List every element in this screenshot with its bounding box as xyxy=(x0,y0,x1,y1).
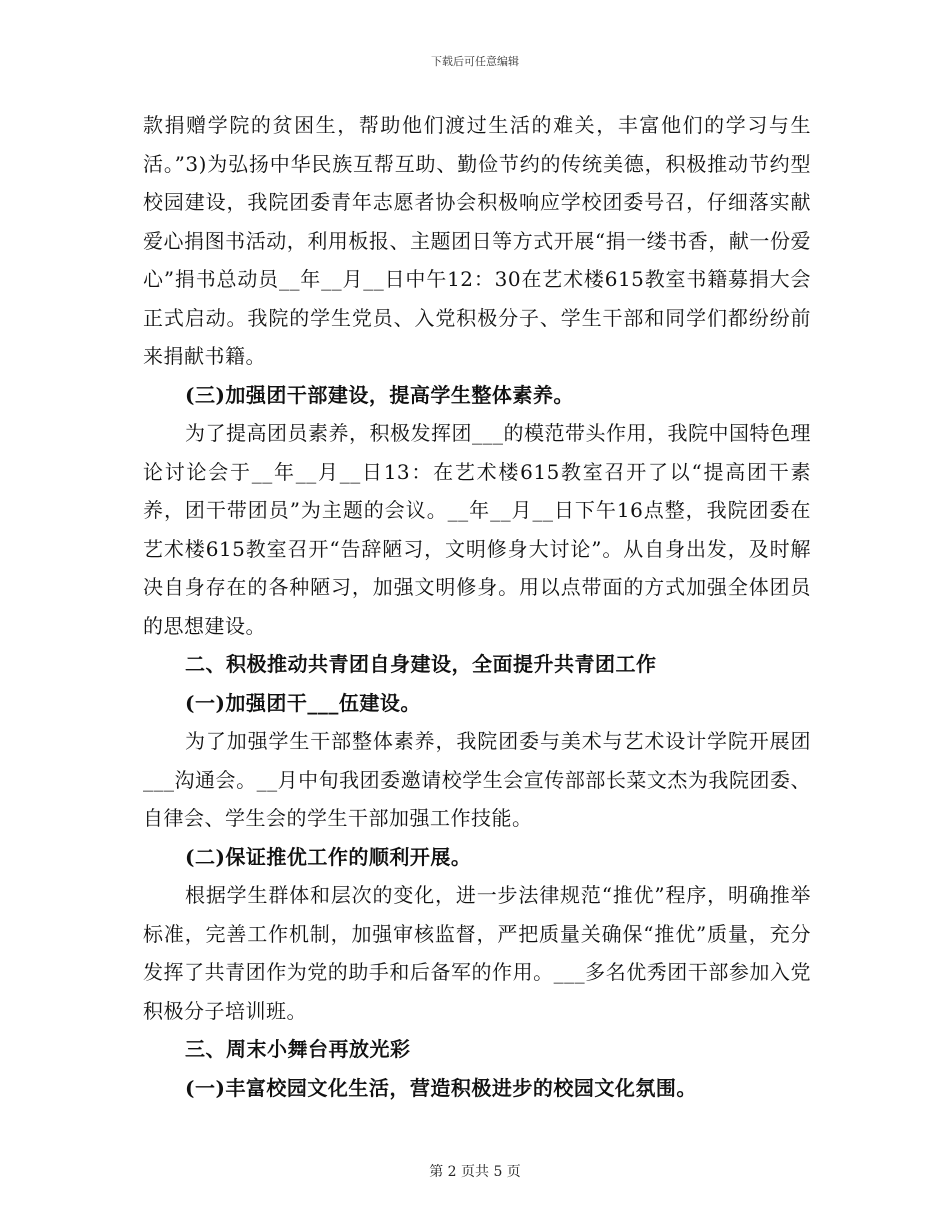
paragraph: 为了提高团员素养，积极发挥团___的模范带头作用，我院中国特色理论讨论会于__年__月__日13：在艺术楼615教室召开了以“提高团干素养，团干带团员”为主题的会议。__年__月__日下午16点整，我院团委在艺术楼615教室召开“告辞陋习，文明修身大讨论”。从自身出发，及时解决自身存在的各种陋习，加强文明修身。用以点带面的方式加强全体团员的思想建设。 xyxy=(143,421,811,638)
section-heading: (一)丰富校园文化生活，营造积极进步的校园文化氛围。 xyxy=(185,1075,697,1100)
paragraph: 根据学生群体和层次的变化，进一步法律规范“推优”程序，明确推举标准，完善工作机制，加强审核监督，严把质量关确保“推优”质量，充分发挥了共青团作为党的助手和后备军的作用。___多名优秀团干部参加入党积极分子培训班。 xyxy=(143,883,811,1023)
page-content xyxy=(143,106,811,1107)
section-heading: 三、周末小舞台再放光彩 xyxy=(185,1037,411,1061)
page-header: 下载后可任意编辑 xyxy=(431,55,519,68)
section-heading: (一)加强团干___伍建设。 xyxy=(185,690,421,715)
section-heading: (二)保证推优工作的顺利开展。 xyxy=(185,844,472,869)
paragraph: 款捐赠学院的贫困生，帮助他们渡过生活的难关，丰富他们的学习与生活。”3)为弘扬中华民族互帮互助、勤俭节约的传统美德，积极推动节约型校园建设，我院团委青年志愿者协会积极响应学校团委号召，仔细落实献爱心捐图书活动，利用板报、主题团日等方式开展“捐一缕书香，献一份爱心”捐书总动员__年__月__日中午12：30在艺术楼615教室书籍募捐大会正式启动。我院的学生党员、入党积极分子、学生干部和同学们都纷纷前来捐献书籍。 xyxy=(143,113,811,368)
paragraph: 为了加强学生干部整体素养，我院团委与美术与艺术设计学院开展团___沟通会。__月中旬我团委邀请校学生会宣传部部长菜文杰为我院团委、自律会、学生会的学生干部加强工作技能。 xyxy=(143,729,811,830)
section-heading: (三)加强团干部建设，提高学生整体素养。 xyxy=(185,382,574,407)
section-heading: 二、积极推动共青团自身建设，全面提升共青团工作 xyxy=(185,652,657,676)
page-footer: 第 2 页共 5 页 xyxy=(429,1164,521,1180)
